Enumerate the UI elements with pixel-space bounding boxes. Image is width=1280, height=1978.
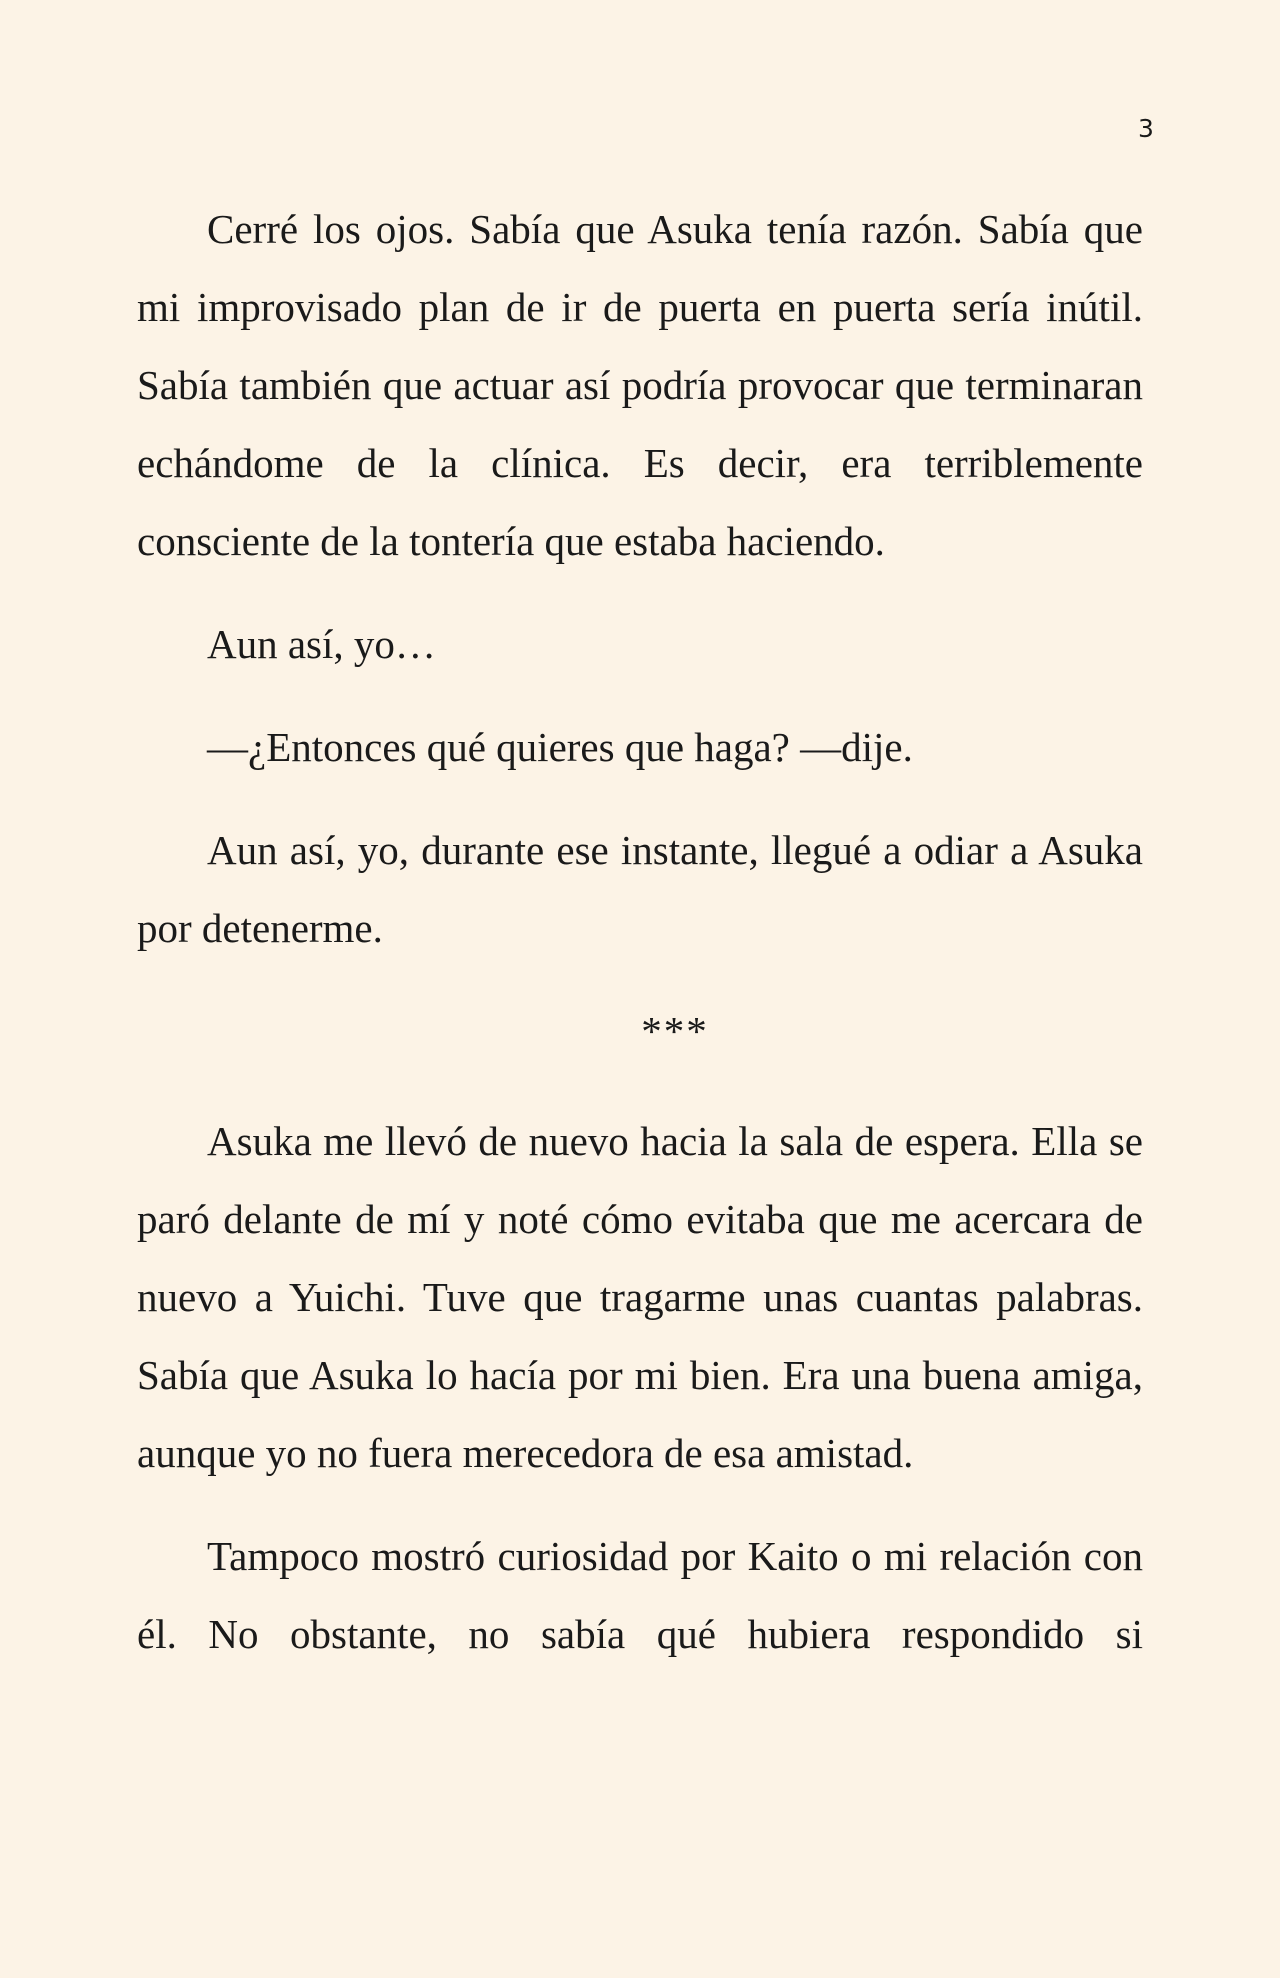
paragraph: Asuka me llevó de nuevo hacia la sala de espera. Ella se paró delante de mí y noté cómo evitaba que me acercara de nuevo a Yuichi. Tuve que tragarme unas cuantas palabras. Sabía que Asuka lo hacía por mi bien. Era una buena amiga, aunque yo no fuera merecedora de esa amistad. <box>137 1118 1143 1476</box>
paragraph: Aun así, yo… <box>207 621 436 667</box>
paragraph: Aun así, yo, durante ese instante, llegué a odiar a Asuka por detenerme. <box>137 827 1143 951</box>
document-body <box>137 190 1143 1698</box>
paragraph: Tampoco mostró curiosidad por Kaito o mi relación con él. No obstante, no sabía qué hubiera respondido si <box>137 1533 1143 1657</box>
scene-break: *** <box>641 1008 709 1054</box>
page-number: 3 <box>1138 114 1154 143</box>
paragraph: —¿Entonces qué quieres que haga? —dije. <box>207 724 913 770</box>
paragraph: Cerré los ojos. Sabía que Asuka tenía razón. Sabía que mi improvisado plan de ir de puerta en puerta sería inútil. Sabía también que actuar así podría provocar que terminaran echándome de la clínica. Es decir, era terriblemente consciente de la tontería que estaba haciendo. <box>137 206 1143 564</box>
